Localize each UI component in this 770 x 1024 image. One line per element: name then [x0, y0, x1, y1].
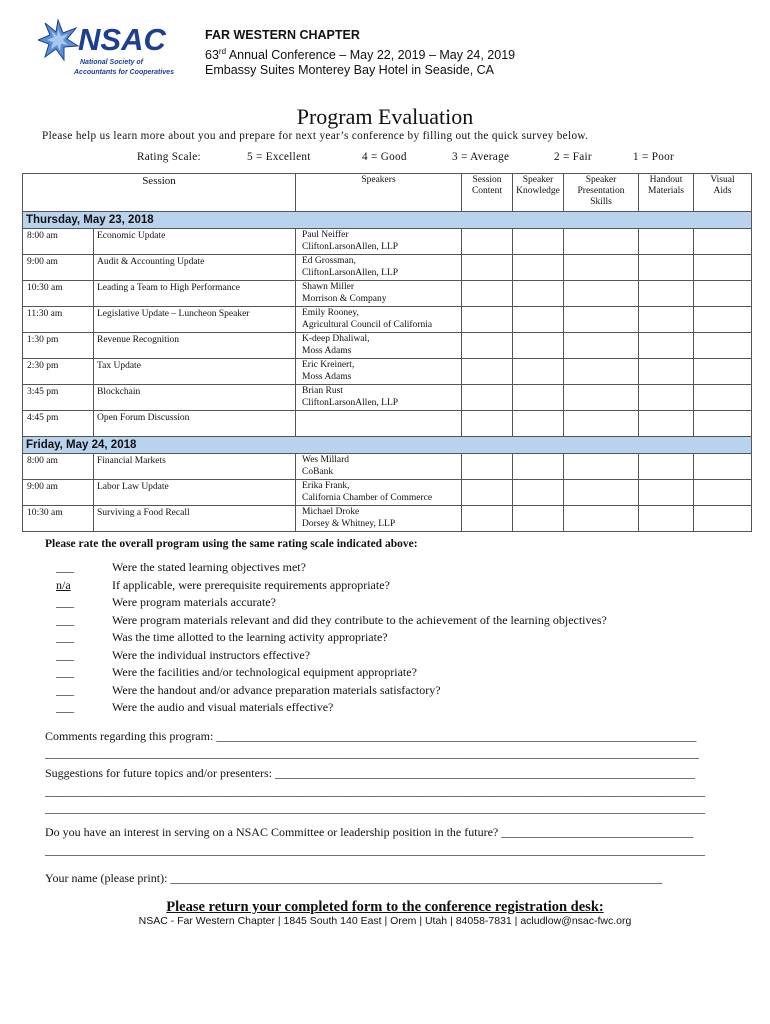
rating-cell[interactable] — [639, 480, 694, 506]
header-presentation-skills: Speaker Presentation Skills — [564, 174, 639, 212]
overall-question — [56, 665, 417, 680]
chapter-address: NSAC - Far Western Chapter | 1845 South 140 East | Orem | Utah | 84058-7831 | acludlow@nsac-fwc.org — [138, 915, 632, 927]
rating-cell[interactable] — [564, 307, 639, 333]
rating-cell[interactable] — [694, 359, 752, 385]
header-session-content: Session Content — [462, 174, 513, 212]
table-row — [23, 255, 752, 281]
speaker-name: Emily Rooney, — [302, 308, 359, 318]
rating-cell[interactable] — [462, 359, 513, 385]
name-label: Your name (please print): — [45, 871, 168, 885]
rating-cell[interactable] — [564, 454, 639, 480]
suggestions-label: Suggestions for future topics and/or presenters: — [45, 766, 272, 780]
day-header-row — [23, 212, 752, 229]
rating-blank[interactable]: ___ — [56, 700, 74, 714]
header-speaker-knowledge: Speaker Knowledge — [513, 174, 564, 212]
table-header-row — [23, 174, 752, 212]
rating-cell[interactable] — [564, 255, 639, 281]
session-topic: Financial Markets — [94, 454, 296, 480]
rating-cell[interactable] — [462, 307, 513, 333]
conference-dates: Annual Conference – May 22, 2019 – May 24, 2019 — [226, 47, 516, 62]
committee-line-2[interactable]: ______________________________________________________________________________________________________________ — [45, 843, 705, 857]
session-speaker — [296, 480, 462, 506]
speaker-organization: California Chamber of Commerce — [302, 493, 433, 503]
day-label: Friday, May 24, 2018 — [23, 437, 752, 454]
question-text: Were the handout and/or advance preparation materials satisfactory? — [112, 683, 441, 697]
table-row — [23, 229, 752, 255]
question-text: Was the time allotted to the learning activity appropriate? — [112, 630, 388, 644]
session-speaker — [296, 385, 462, 411]
overall-question — [56, 560, 306, 575]
rating-cell[interactable] — [513, 359, 564, 385]
rating-cell[interactable] — [513, 506, 564, 532]
rating-cell[interactable] — [513, 333, 564, 359]
day-label: Thursday, May 23, 2018 — [23, 212, 752, 229]
speaker-name: Wes Millard — [302, 455, 349, 465]
session-topic: Labor Law Update — [94, 480, 296, 506]
rating-cell[interactable] — [639, 359, 694, 385]
header-speakers: Speakers — [296, 174, 462, 212]
rating-cell[interactable] — [462, 255, 513, 281]
session-time: 3:45 pm — [23, 385, 94, 411]
rating-cell[interactable] — [564, 333, 639, 359]
rating-scale-label: Rating Scale: — [137, 151, 201, 163]
question-text: Were the audio and visual materials effective? — [112, 700, 334, 714]
speaker-organization: CliftonLarsonAllen, LLP — [302, 268, 399, 278]
conference-number: 63 — [205, 47, 219, 62]
speaker-organization: Agricultural Council of California — [302, 320, 433, 330]
rating-cell[interactable] — [462, 454, 513, 480]
session-time: 2:30 pm — [23, 359, 94, 385]
intro-text: Please help us learn more about you and prepare for next year’s conference by filling out the quick survey below. — [42, 130, 589, 142]
conference-header — [205, 28, 515, 79]
rating-cell[interactable] — [462, 333, 513, 359]
session-speaker — [296, 411, 462, 437]
rating-blank[interactable]: ___ — [56, 595, 74, 609]
table-row — [23, 333, 752, 359]
speaker-name: Erika Frank, — [302, 481, 350, 491]
rating-cell[interactable] — [513, 480, 564, 506]
session-time: 8:00 am — [23, 229, 94, 255]
question-text: Were the individual instructors effective? — [112, 648, 311, 662]
rating-cell[interactable] — [513, 385, 564, 411]
speaker-organization: CliftonLarsonAllen, LLP — [302, 242, 399, 252]
rating-blank[interactable]: ___ — [56, 665, 74, 679]
speaker-name: Brian Rust — [302, 386, 343, 396]
session-time: 8:00 am — [23, 454, 94, 480]
rating-cell[interactable] — [564, 359, 639, 385]
committee-label: Do you have an interest in serving on a NSAC Committee or leadership position in the future? — [45, 825, 499, 839]
table-row — [23, 385, 752, 411]
rating-cell[interactable] — [513, 255, 564, 281]
rating-blank[interactable]: ___ — [56, 648, 74, 662]
session-topic: Economic Update — [94, 229, 296, 255]
rating-blank[interactable]: ___ — [56, 560, 74, 574]
table-row — [23, 281, 752, 307]
speaker-name: Eric Kreinert, — [302, 360, 355, 370]
speaker-organization: CoBank — [302, 467, 334, 477]
rating-cell[interactable] — [639, 255, 694, 281]
rating-cell[interactable] — [694, 506, 752, 532]
rating-cell[interactable] — [564, 281, 639, 307]
rating-blank[interactable]: ___ — [56, 613, 74, 627]
table-row — [23, 359, 752, 385]
rating-cell[interactable] — [639, 411, 694, 437]
rating-cell[interactable] — [639, 281, 694, 307]
rating-cell[interactable] — [564, 506, 639, 532]
conference-line — [205, 44, 515, 64]
return-instructions: Please return your completed form to the conference registration desk: — [166, 899, 604, 915]
rating-cell[interactable] — [639, 333, 694, 359]
rating-cell[interactable] — [513, 454, 564, 480]
logo-subtitle-2: Accountants for Cooperatives — [74, 69, 174, 76]
session-topic: Open Forum Discussion — [94, 411, 296, 437]
rating-blank[interactable]: ___ — [56, 630, 74, 644]
page-title: Program Evaluation — [296, 104, 474, 129]
rating-blank[interactable]: ___ — [56, 683, 74, 697]
speaker-organization: Moss Adams — [302, 346, 352, 356]
table-row — [23, 480, 752, 506]
session-topic: Audit & Accounting Update — [94, 255, 296, 281]
overall-question — [56, 613, 607, 628]
day-header-row — [23, 437, 752, 454]
session-evaluation-table — [22, 173, 752, 532]
conference-ordinal: rd — [218, 46, 227, 56]
table-row — [23, 506, 752, 532]
rating-cell[interactable] — [694, 281, 752, 307]
session-topic: Surviving a Food Recall — [94, 506, 296, 532]
rating-cell[interactable] — [462, 480, 513, 506]
question-text: Were program materials relevant and did they contribute to the achievement of the learning objectives? — [112, 613, 607, 627]
rating-cell[interactable] — [564, 411, 639, 437]
rating-cell[interactable] — [462, 281, 513, 307]
suggestions-line-3[interactable]: ______________________________________________________________________________________________________________ — [45, 801, 705, 815]
overall-question — [56, 595, 276, 610]
overall-question — [56, 630, 388, 645]
rating-blank[interactable]: n/a — [56, 578, 71, 592]
question-text: If applicable, were prerequisite requirements appropriate? — [112, 578, 390, 592]
rating-cell[interactable] — [694, 385, 752, 411]
table-body — [23, 212, 752, 532]
rating-cell[interactable] — [462, 229, 513, 255]
rating-cell[interactable] — [639, 385, 694, 411]
question-text: Were the facilities and/or technological equipment appropriate? — [112, 665, 417, 679]
session-speaker — [296, 229, 462, 255]
rating-cell[interactable] — [694, 229, 752, 255]
rating-level-1: 1 = Poor — [633, 151, 675, 163]
session-topic: Revenue Recognition — [94, 333, 296, 359]
speaker-name: Shawn Miller — [302, 282, 354, 292]
comments-field[interactable]: Comments regarding this program: ________________________________________________________________________________ — [45, 729, 697, 743]
session-time: 4:45 pm — [23, 411, 94, 437]
overall-question — [56, 683, 441, 698]
session-speaker — [296, 255, 462, 281]
comments-label: Comments regarding this program: — [45, 729, 214, 743]
nsac-logo — [38, 18, 178, 82]
session-topic: Blockchain — [94, 385, 296, 411]
suggestions-line-2[interactable]: ______________________________________________________________________________________________________________ — [45, 784, 705, 798]
rating-cell[interactable] — [462, 411, 513, 437]
rating-level-4: 4 = Good — [362, 151, 407, 163]
rating-cell[interactable] — [639, 229, 694, 255]
rating-cell[interactable] — [564, 229, 639, 255]
rating-cell[interactable] — [694, 454, 752, 480]
rating-cell[interactable] — [694, 333, 752, 359]
nsac-star-logo-graphic — [38, 18, 178, 82]
committee-field[interactable]: Do you have an interest in serving on a NSAC Committee or leadership position in the future? ________________________________ — [45, 825, 694, 839]
logo-wordmark: NSAC — [78, 22, 166, 57]
speaker-name: Ed Grossman, — [302, 256, 356, 266]
logo-subtitle-1: National Society of — [80, 59, 144, 66]
chapter-name: FAR WESTERN CHAPTER — [205, 28, 360, 42]
session-speaker — [296, 359, 462, 385]
speaker-organization: Dorsey & Whitney, LLP — [302, 519, 396, 529]
rating-cell[interactable] — [513, 411, 564, 437]
rating-cell[interactable] — [564, 480, 639, 506]
rating-cell[interactable] — [694, 480, 752, 506]
rating-level-3: 3 = Average — [452, 151, 510, 163]
rating-cell[interactable] — [639, 307, 694, 333]
rating-cell[interactable] — [639, 454, 694, 480]
rating-cell[interactable] — [694, 255, 752, 281]
session-time: 10:30 am — [23, 281, 94, 307]
table-row — [23, 307, 752, 333]
session-speaker — [296, 454, 462, 480]
session-time: 10:30 am — [23, 506, 94, 532]
overall-question — [56, 578, 390, 593]
session-topic: Tax Update — [94, 359, 296, 385]
session-speaker — [296, 506, 462, 532]
overall-question — [56, 648, 310, 663]
header-session: Session — [23, 174, 296, 212]
rating-level-2: 2 = Fair — [554, 151, 592, 163]
header-handout-materials: Handout Materials — [639, 174, 694, 212]
rating-cell[interactable] — [462, 506, 513, 532]
comments-line-2[interactable]: _____________________________________________________________________________________________________________ — [45, 746, 699, 760]
conference-venue: Embassy Suites Monterey Bay Hotel in Seaside, CA — [205, 63, 495, 78]
rating-cell[interactable] — [513, 307, 564, 333]
question-text: Were the stated learning objectives met? — [112, 560, 306, 574]
session-time: 1:30 pm — [23, 333, 94, 359]
rating-cell[interactable] — [513, 229, 564, 255]
session-speaker — [296, 307, 462, 333]
suggestions-field[interactable]: Suggestions for future topics and/or presenters: ______________________________________________________________________ — [45, 766, 695, 780]
session-speaker — [296, 281, 462, 307]
header-visual-aids: Visual Aids — [694, 174, 752, 212]
session-time: 11:30 am — [23, 307, 94, 333]
question-text: Were program materials accurate? — [112, 595, 276, 609]
speaker-name: Paul Neiffer — [302, 230, 349, 240]
name-field[interactable]: Your name (please print): __________________________________________________________________________________ — [45, 871, 663, 885]
rating-cell[interactable] — [513, 281, 564, 307]
overall-rating-heading: Please rate the overall program using the same rating scale indicated above: — [45, 538, 418, 550]
speaker-organization: Morrison & Company — [302, 294, 387, 304]
speaker-organization: Moss Adams — [302, 372, 352, 382]
overall-question — [56, 700, 333, 715]
rating-cell[interactable] — [639, 506, 694, 532]
speaker-organization: CliftonLarsonAllen, LLP — [302, 398, 399, 408]
rating-cell[interactable] — [694, 411, 752, 437]
session-speaker — [296, 333, 462, 359]
session-time: 9:00 am — [23, 480, 94, 506]
rating-cell[interactable] — [564, 385, 639, 411]
session-topic: Leading a Team to High Performance — [94, 281, 296, 307]
rating-cell[interactable] — [462, 385, 513, 411]
table-row — [23, 411, 752, 437]
speaker-name: K-deep Dhaliwal, — [302, 334, 370, 344]
rating-level-5: 5 = Excellent — [247, 151, 311, 163]
table-row — [23, 454, 752, 480]
session-time: 9:00 am — [23, 255, 94, 281]
session-topic: Legislative Update – Luncheon Speaker — [94, 307, 296, 333]
speaker-name: Michael Droke — [302, 507, 360, 517]
rating-cell[interactable] — [694, 307, 752, 333]
